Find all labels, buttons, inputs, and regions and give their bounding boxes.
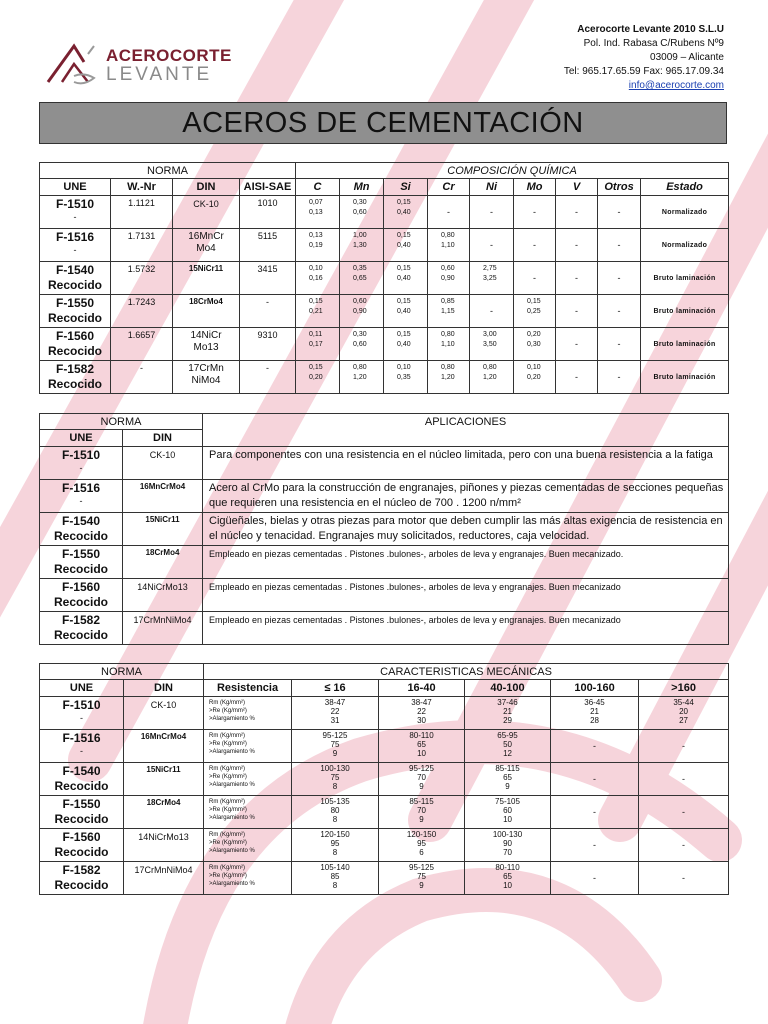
estado-value: Bruto laminación [641,361,729,394]
logo-text-secondary: LEVANTE [106,64,213,85]
une-state: Recocido [47,344,102,358]
une-state: Recocido [53,529,108,543]
composition-otros: - [598,328,641,361]
application-text: Para componentes con una resistencia en el núcleo limitada, pero con una buena resistencia a la fatiga [203,447,729,480]
column-header-aisisae: AISI-SAE [240,179,296,196]
aisi-code: 9310 [240,328,296,361]
din-code: 16MnCrMo4 [124,730,204,763]
une-number: F-1582 [61,613,101,627]
composition-cr: 0,60 0,90 [428,262,470,295]
mechanical-value-v100: 75-105 60 10 [465,796,551,829]
column-header-v: V [556,179,598,196]
composition-otros: - [598,229,641,262]
din-code: CK-10 [173,196,240,229]
une-code [40,579,123,612]
werkstoff-number: 1.1121 [111,196,173,229]
composition-ni: - [470,196,514,229]
mechanical-value-v40: 85-115 70 9 [379,796,465,829]
company-logo [44,40,232,90]
mechanical-value-v160: - [551,829,639,862]
property-labels: Rm (Kg/mm²) >Re (Kg/mm²) >Alargamiento % [204,862,292,895]
une-state: - [73,212,77,222]
din-code: 16MnCr Mo4 [173,229,240,262]
table-row [40,229,729,262]
din-code: 14NiCrMo13 [123,579,203,612]
norma-header: NORMA [40,163,296,179]
une-code [40,480,123,513]
composition-v: - [556,262,598,295]
composition-mo: 0,20 0,30 [514,328,556,361]
une-state: Recocido [53,595,108,609]
company-phones: Tel: 965.17.65.59 Fax: 965.17.09.34 [563,66,724,77]
aisi-code: 3415 [240,262,296,295]
applications-header: APLICACIONES [203,414,729,447]
une-number: F-1560 [61,580,101,594]
estado-value: Bruto laminación [641,262,729,295]
column-header-otros: Otros [598,179,641,196]
une-number: F-1516 [61,481,101,495]
applications-table [39,413,729,645]
composition-c: 0,15 0,20 [296,361,340,394]
mechanical-value-v100: 100-130 90 70 [465,829,551,862]
page-title: ACEROS DE CEMENTACIÓN [39,102,727,144]
property-labels: Rm (Kg/mm²) >Re (Kg/mm²) >Alargamiento % [204,730,292,763]
une-code [40,612,123,645]
mechanical-value-v16: 95-125 75 9 [292,730,379,763]
composition-otros: - [598,295,641,328]
une-number: F-1510 [62,698,101,712]
composition-mn: 0,30 0,60 [340,196,384,229]
mechanical-value-v40: 120-150 95 6 [379,829,465,862]
table-row [40,196,729,229]
une-number: F-1560 [55,329,95,343]
une-state: Recocido [54,878,109,892]
column-header-din: DIN [173,179,240,196]
estado-value: Bruto laminación [641,295,729,328]
mechanical-value-v40: 95-125 75 9 [379,862,465,895]
une-number: F-1516 [55,230,95,244]
company-name: Acerocorte Levante 2010 S.L.U [577,24,724,35]
column-header-range-6: 100-160 [551,680,639,697]
werkstoff-number: - [111,361,173,394]
composition-ni: - [470,229,514,262]
aisi-code: 1010 [240,196,296,229]
table-row [40,612,729,645]
company-address-2: 03009 – Alicante [650,52,724,63]
composition-header: COMPOSICIÓN QUÍMICA [296,163,729,179]
din-code: 17CrMnNiMo4 [124,862,204,895]
une-number: F-1550 [61,547,101,561]
din-code: 17CrMnNiMo4 [123,612,203,645]
une-state: Recocido [47,311,102,325]
table-row [40,262,729,295]
une-state: - [73,245,77,255]
une-code [40,730,124,763]
norma-header: NORMA [40,414,203,430]
din-code: 16MnCrMo4 [123,480,203,513]
une-state: Recocido [54,812,109,826]
composition-cr: - [428,196,470,229]
din-code: 15NiCr11 [124,763,204,796]
composition-si: 0,10 0,35 [384,361,428,394]
une-code [40,295,111,328]
table-row [40,361,729,394]
column-header-c: C [296,179,340,196]
composition-table [39,162,729,394]
composition-mo: - [514,196,556,229]
une-code [40,328,111,361]
company-address-1: Pol. Ind. Rabasa C/Rubens Nº9 [583,38,724,49]
composition-mn: 0,35 0,65 [340,262,384,295]
table-row [40,513,729,546]
table-row [40,295,729,328]
werkstoff-number: 1.7131 [111,229,173,262]
composition-cr: 0,80 1,10 [428,229,470,262]
une-state: Recocido [53,562,108,576]
une-number: F-1550 [55,296,95,310]
une-state: - [80,746,83,756]
une-state: Recocido [47,377,102,391]
table-row [40,480,729,513]
din-code: 17CrMn NiMo4 [173,361,240,394]
column-header-range-7: >160 [639,680,729,697]
mechanical-value-v160: 36-45 21 28 [551,697,639,730]
mechanical-value-v16: 38-47 22 31 [292,697,379,730]
aisi-code: - [240,361,296,394]
mechanical-value-v160: - [551,730,639,763]
application-text: Cigüeñales, bielas y otras piezas para motor que deben cumplir las más altas exigencia de resistencia en el núcleo y tenacidad. Engranajes muy solicitados, reductores, caja velocidad. [203,513,729,546]
column-header-une: UNE [40,680,124,697]
une-code [40,513,123,546]
estado-value: Bruto laminación [641,328,729,361]
une-state: Recocido [47,278,102,292]
une-number: F-1510 [61,448,101,462]
property-labels: Rm (Kg/mm²) >Re (Kg/mm²) >Alargamiento % [204,796,292,829]
une-code [40,546,123,579]
mechanical-value-vgt: - [639,796,729,829]
composition-mo: - [514,262,556,295]
mechanical-value-v100: 80-110 65 10 [465,862,551,895]
une-number: F-1582 [55,362,95,376]
une-number: F-1582 [62,863,101,877]
din-code: CK-10 [124,697,204,730]
une-state: - [79,496,83,506]
une-code [40,697,124,730]
composition-si: 0,15 0,40 [384,262,428,295]
logo-mark-icon [44,42,104,86]
une-number: F-1540 [62,764,101,778]
property-labels: Rm (Kg/mm²) >Re (Kg/mm²) >Alargamiento % [204,829,292,862]
column-header-mo: Mo [514,179,556,196]
column-header-range-3: ≤ 16 [292,680,379,697]
din-code: 18CrMo4 [123,546,203,579]
table-row [40,796,729,829]
mechanical-value-v40: 38-47 22 30 [379,697,465,730]
column-header-estado: Estado [641,179,729,196]
mechanical-table [39,663,729,895]
composition-ni: - [470,295,514,328]
mechanical-value-v16: 105-140 85 8 [292,862,379,895]
column-header-wnr: W.-Nr [111,179,173,196]
column-header-cr: Cr [428,179,470,196]
composition-v: - [556,328,598,361]
mechanical-value-vgt: 35-44 20 27 [639,697,729,730]
table-row [40,546,729,579]
composition-ni: 0,80 1,20 [470,361,514,394]
din-code: 18CrMo4 [173,295,240,328]
column-header-din: DIN [123,430,203,447]
aisi-code: 5115 [240,229,296,262]
table-row [40,579,729,612]
une-code [40,229,111,262]
composition-cr: 0,80 1,10 [428,328,470,361]
table-row [40,697,729,730]
din-code: 15NiCr11 [173,262,240,295]
une-code [40,447,123,480]
une-state: Recocido [54,845,109,859]
composition-otros: - [598,262,641,295]
din-code: 14NiCrMo13 [124,829,204,862]
table-row [40,447,729,480]
composition-otros: - [598,361,641,394]
mechanical-value-v40: 95-125 70 9 [379,763,465,796]
table-row [40,862,729,895]
din-code: 15NiCr11 [123,513,203,546]
werkstoff-number: 1.6657 [111,328,173,361]
une-code [40,196,111,229]
din-code: 18CrMo4 [124,796,204,829]
werkstoff-number: 1.5732 [111,262,173,295]
une-code [40,796,124,829]
mechanical-value-vgt: - [639,829,729,862]
column-header-une: UNE [40,430,123,447]
composition-si: 0,15 0,40 [384,295,428,328]
table-row [40,730,729,763]
une-code [40,361,111,394]
application-text: Empleado en piezas cementadas . Pistones .bulones-, arboles de leva y engranajes. Buen mecanizado. [203,546,729,579]
din-code: 14NiCr Mo13 [173,328,240,361]
column-header-une: UNE [40,179,111,196]
application-text: Acero al CrMo para la construcción de engranajes, piñones y piezas cementadas de secciones pequeñas que requieren una resistencia en el núcleo de 700 . 1200 n/mm² [203,480,729,513]
composition-mo: - [514,229,556,262]
mechanical-value-v160: - [551,862,639,895]
mechanical-value-v100: 37-46 21 29 [465,697,551,730]
mechanical-value-v100: 85-115 65 9 [465,763,551,796]
composition-c: 0,15 0,21 [296,295,340,328]
werkstoff-number: 1.7243 [111,295,173,328]
mechanical-value-v40: 80-110 65 10 [379,730,465,763]
une-state: Recocido [54,779,109,793]
composition-mo: 0,15 0,25 [514,295,556,328]
composition-v: - [556,196,598,229]
mechanical-value-v16: 120-150 95 8 [292,829,379,862]
column-header-din: DIN [124,680,204,697]
une-number: F-1550 [62,797,101,811]
une-number: F-1560 [62,830,101,844]
composition-c: 0,10 0,16 [296,262,340,295]
mechanical-value-v100: 65-95 50 12 [465,730,551,763]
column-header-resistencia: Resistencia [204,680,292,697]
une-code [40,862,124,895]
column-header-mn: Mn [340,179,384,196]
une-state: - [80,713,83,723]
mechanical-value-v160: - [551,796,639,829]
composition-c: 0,07 0,13 [296,196,340,229]
une-code [40,262,111,295]
mechanical-value-vgt: - [639,862,729,895]
aisi-code: - [240,295,296,328]
une-state: - [79,463,83,473]
composition-mo: 0,10 0,20 [514,361,556,394]
composition-mn: 0,80 1,20 [340,361,384,394]
une-number: F-1510 [55,197,95,211]
column-header-si: Si [384,179,428,196]
norma-header: NORMA [40,664,204,680]
table-row [40,763,729,796]
logo-text-primary: ACEROCORTE [106,46,232,65]
company-email-link[interactable]: info@acerocorte.com [628,80,724,91]
composition-ni: 3,00 3,50 [470,328,514,361]
composition-cr: 0,80 1,20 [428,361,470,394]
composition-ni: 2,75 3,25 [470,262,514,295]
composition-v: - [556,295,598,328]
column-header-range-5: 40-100 [465,680,551,697]
application-text: Empleado en piezas cementadas . Pistones .bulones-, arboles de leva y engranajes. Buen mecanizado [203,579,729,612]
composition-v: - [556,229,598,262]
une-code [40,763,124,796]
property-labels: Rm (Kg/mm²) >Re (Kg/mm²) >Alargamiento % [204,697,292,730]
property-labels: Rm (Kg/mm²) >Re (Kg/mm²) >Alargamiento % [204,763,292,796]
une-number: F-1516 [62,731,101,745]
column-header-range-4: 16-40 [379,680,465,697]
application-text: Empleado en piezas cementadas . Pistones .bulones-, arboles de leva y engranajes. Buen mecanizado [203,612,729,645]
table-row [40,328,729,361]
mechanical-header: CARACTERISTICAS MECÁNICAS [204,664,729,680]
une-number: F-1540 [55,263,95,277]
mechanical-value-vgt: - [639,730,729,763]
composition-c: 0,11 0,17 [296,328,340,361]
composition-mn: 0,60 0,90 [340,295,384,328]
mechanical-value-v160: - [551,763,639,796]
composition-si: 0,15 0,40 [384,229,428,262]
table-row [40,829,729,862]
mechanical-value-v16: 105-135 80 8 [292,796,379,829]
composition-v: - [556,361,598,394]
mechanical-value-v16: 100-130 75 8 [292,763,379,796]
composition-cr: 0,85 1,15 [428,295,470,328]
mechanical-value-vgt: - [639,763,729,796]
une-code [40,829,124,862]
composition-si: 0,15 0,40 [384,328,428,361]
une-number: F-1540 [61,514,101,528]
composition-si: 0,15 0,40 [384,196,428,229]
composition-otros: - [598,196,641,229]
column-header-ni: Ni [470,179,514,196]
din-code: CK-10 [123,447,203,480]
une-state: Recocido [53,628,108,642]
composition-mn: 1,00 1,30 [340,229,384,262]
company-info [564,23,724,93]
composition-mn: 0,30 0,60 [340,328,384,361]
estado-value: Normalizado [641,229,729,262]
composition-c: 0,13 0,19 [296,229,340,262]
estado-value: Normalizado [641,196,729,229]
